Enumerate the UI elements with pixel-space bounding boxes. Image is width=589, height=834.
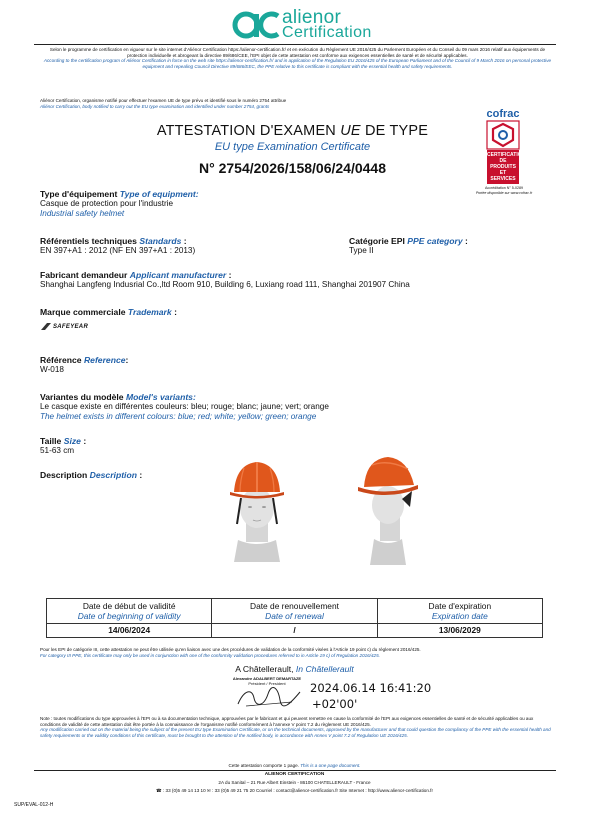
variants-value-fr: Le casque existe en différentes couleurs: bleu; rouge; blanc; jaune; vert; orange [40,402,329,411]
category-label-en: PPE category [407,236,463,246]
place-en: In Châtellerault [295,664,354,674]
handwritten-signature [234,684,304,710]
cofrac-line1: CERTIFICATION [487,152,526,158]
size-label-en: Size [63,436,81,446]
trademark-label: Marque commerciale Trademark : [40,307,177,317]
standards-label: Référentiels techniques Standards : [40,236,187,246]
footer-rule [34,770,556,771]
trademark-label-fr: Marque commerciale [40,307,128,317]
renewal-date-label-fr: Date de renouvellement [250,600,339,611]
cofrac-line3: ET SERVICES [490,170,516,182]
equipment-label-fr: Type d'équipement [40,189,120,199]
start-date-label-fr: Date de début de validité [82,600,176,611]
equipment-label-en: Type of equipment [119,189,196,199]
alienor-logo-icon [232,6,280,40]
signatory-name: Alexandre ADALBERT DEMARTAZE [232,676,302,681]
cofrac-scheme [487,150,526,184]
variants-label-en: Model's variants [125,392,193,402]
title-prefix: ATTESTATION D'EXAMEN [156,123,341,139]
expiry-date-value: 13/06/2029 [377,623,542,637]
variants-label: Variantes du modèle Model's variants: [40,392,196,402]
variants-label-fr: Variantes du modèle [40,392,126,402]
manufacturer-label-fr: Fabricant demandeur [40,270,130,280]
footer-contacts: ☎ : 33 (0)5 49 14 13 10 ✉ : 33 (0)5 49 21 75 20 Courriel : contact@alienor-certification.fr Site Internet : http://www.alienor-certification.fr [156,788,433,793]
description-label: Description Description : [40,470,143,480]
manufacturer-value: Shanghai Langfeng Indusrial Co.,ltd Room 910, Building 6, Luxiang road 111, Shanghai 201907 China [40,280,410,289]
variants-value-en: The helmet exists in different colours: blue; red; white; yellow; green; orange [40,412,317,421]
pages-en: This is a one page document. [300,763,361,768]
notified-body-text [40,98,460,109]
standards-label-fr: Référentiels techniques [40,236,140,246]
equipment-value-en: Industrial safety helmet [40,209,125,218]
size-value: 51-63 cm [40,446,75,455]
validity-table [46,598,543,638]
footer-address: 2A du Sanital – 21 Rue Albert Einstein - 86100 CHATELLERAULT - France [218,780,371,785]
renewal-date-header [212,599,377,624]
size-label: Taille Size : [40,436,87,446]
renewal-date-value: / [212,623,377,637]
signatory-role: Président / President [248,681,286,686]
notified-fr: Aliénor Certification, organisme notifié pour effectuer l'examen UE de type prévu et identifié sous le numéro 2754 attribue [40,98,287,103]
manufacturer-section [40,270,555,290]
equipment-label: Type d'équipement Type of equipment: [40,189,199,199]
document-code: SUP/EVAL-012-H [14,802,54,808]
trademark-value: SAFEYEAR [53,323,89,330]
signing-place [0,664,589,674]
helmet-front-photo [210,452,305,562]
cofrac-name: cofrac [486,108,520,120]
reference-label-fr: Référence [40,355,84,365]
manufacturer-label: Fabricant demandeur Applicant manufacturer : [40,270,232,280]
safeyear-swoosh-icon [40,322,52,331]
standards-section [40,236,330,256]
signature-timezone: +02'00' [312,697,358,711]
page-title [120,123,465,139]
expiry-date-label-fr: Date d'expiration [428,600,492,611]
intro-fr: Selon le programme de certification en vigueur sur le site internet d'Aliénor Certification https://alienor-certification.fr/ et en exécution du Règlement UE 2016/425 du Parlement Européen et du Conseil du 09 mars 2016 relatif aux équipements de protection individuelle et abrogeant la directive 89/686/CEE, l'EPI objet de cette attestation est conforme aux exigences essentielles de santé et de sécurité applicables. [49,47,546,58]
start-date-header [47,599,212,624]
trademark-section [40,307,460,331]
signature-timestamp: 2024.06.14 16:41:20 [310,681,432,695]
brand-sub: Certification [282,24,372,41]
renewal-date-label-en: Date of renewal [265,610,324,621]
brand-name: alienor [282,7,342,28]
header-rule [34,44,556,45]
cofrac-emblem-icon [476,120,530,150]
category-label: Catégorie EPI PPE category : [349,236,468,246]
trademark-label-en: Trademark [127,307,172,317]
page-subtitle: EU type Examination Certificate [214,141,371,153]
variants-section [40,392,555,422]
trademark-logo [40,322,460,331]
reference-value: W-018 [40,365,64,374]
reference-label: Référence Reference: [40,355,129,365]
size-label-fr: Taille [40,436,64,446]
helmet-side-photo [352,447,424,565]
modification-note [40,716,555,738]
standards-label-en: Standards [139,236,182,246]
notified-en: Aliénor Certification, body notified to carry out the EU type examination and identified under number 2754, grants [40,103,270,109]
category-iii-note [40,647,555,658]
brand-logo [232,6,392,40]
standards-value: EN 397+A1 : 2012 (NF EN 397+A1 : 2013) [40,246,196,255]
start-date-label-en: Date of beginning of validity [77,610,181,621]
note-fr: Note : toutes modifications du type approuvées à l'EPI ou à sa documentation technique, approuvées par le fabricant et qui peuvent remettre en cause la conformité de l'EPI aux exigences essentielles de santé et de sécurité applicables ou aux conditions de validité de cette attestation doit être portée à la connaissance de l'organisme notifié conformément à l'annexe V point 7.2 du règlement UE 2016/425. [40,716,534,727]
cofrac-accred: Accréditation N° 5-0289 [485,186,523,190]
place-fr: A Châtellerault, [235,664,296,674]
expiry-date-label-en: Expiration date [431,610,488,621]
category-label-fr: Catégorie EPI [349,236,408,246]
certificate-number: N° 2754/2026/158/06/24/0448 [199,160,386,176]
manufacturer-label-en: Applicant manufacturer [129,270,227,280]
cofrac-badge [476,108,530,190]
title-ue: UE [340,123,361,139]
expiry-date-header [377,599,542,624]
footer-org: ALIENOR CERTIFICATION [264,772,325,777]
intro-en: According to the certification program of Aliénor Certification in force on the web site https://alienor-certification.fr/ and in application of the Regulation EU 2016/425 of the European Parliament and of the Council of 9 March 2016 on personal protective equipment and repealing Council Directive 89/686/EEC, the PPE relative to this certificate is compliant with the essential health and safety requirements. [43,58,552,70]
category-value: Type II [349,246,374,255]
cat3-fr: Pour les EPI de catégorie III, cette attestation ne peut être utilisée qu'en liaison avec une des procédures de validation de la conformité visées à l'Article 19 point c) du règlement 2016/425. [40,647,421,652]
intro-text [40,47,555,70]
category-section [349,236,549,256]
reference-label-en: Reference [83,355,126,365]
cofrac-line2: DE PRODUITS [490,158,516,170]
cofrac-accreditation [470,186,538,195]
start-date-value: 14/06/2024 [47,623,212,637]
cat3-en: For category III PPE, this certificate may only be used in conjunction with one of the conformity validation procedures referred to in Article 19 c) of Regulation 2016/425. [40,652,380,658]
note-en: Any modification carried out on the material being the subject of the present EU type Examination Certificate, or on the technical documents, approved by the manufacturer and that could question the compliancy of the PPE with the essential health and safety requirements or the validity conditions of this certificate, must be brought to the attention of the notified body, in accordance with Annex V point 7.2 of Regulation UE 2016/425. [40,727,551,738]
pages-fr: Cette attestation comporte 1 page. [228,763,301,768]
cofrac-scope: Portée disponible sur www.cofrac.fr [475,190,533,195]
title-suffix: DE TYPE [360,123,429,139]
equipment-section [40,189,460,219]
page-count [0,763,589,769]
description-label-en: Description [89,470,137,480]
description-label-fr: Description [40,470,90,480]
reference-section [40,355,340,375]
equipment-value-fr: Casque de protection pour l'industrie [40,199,174,208]
